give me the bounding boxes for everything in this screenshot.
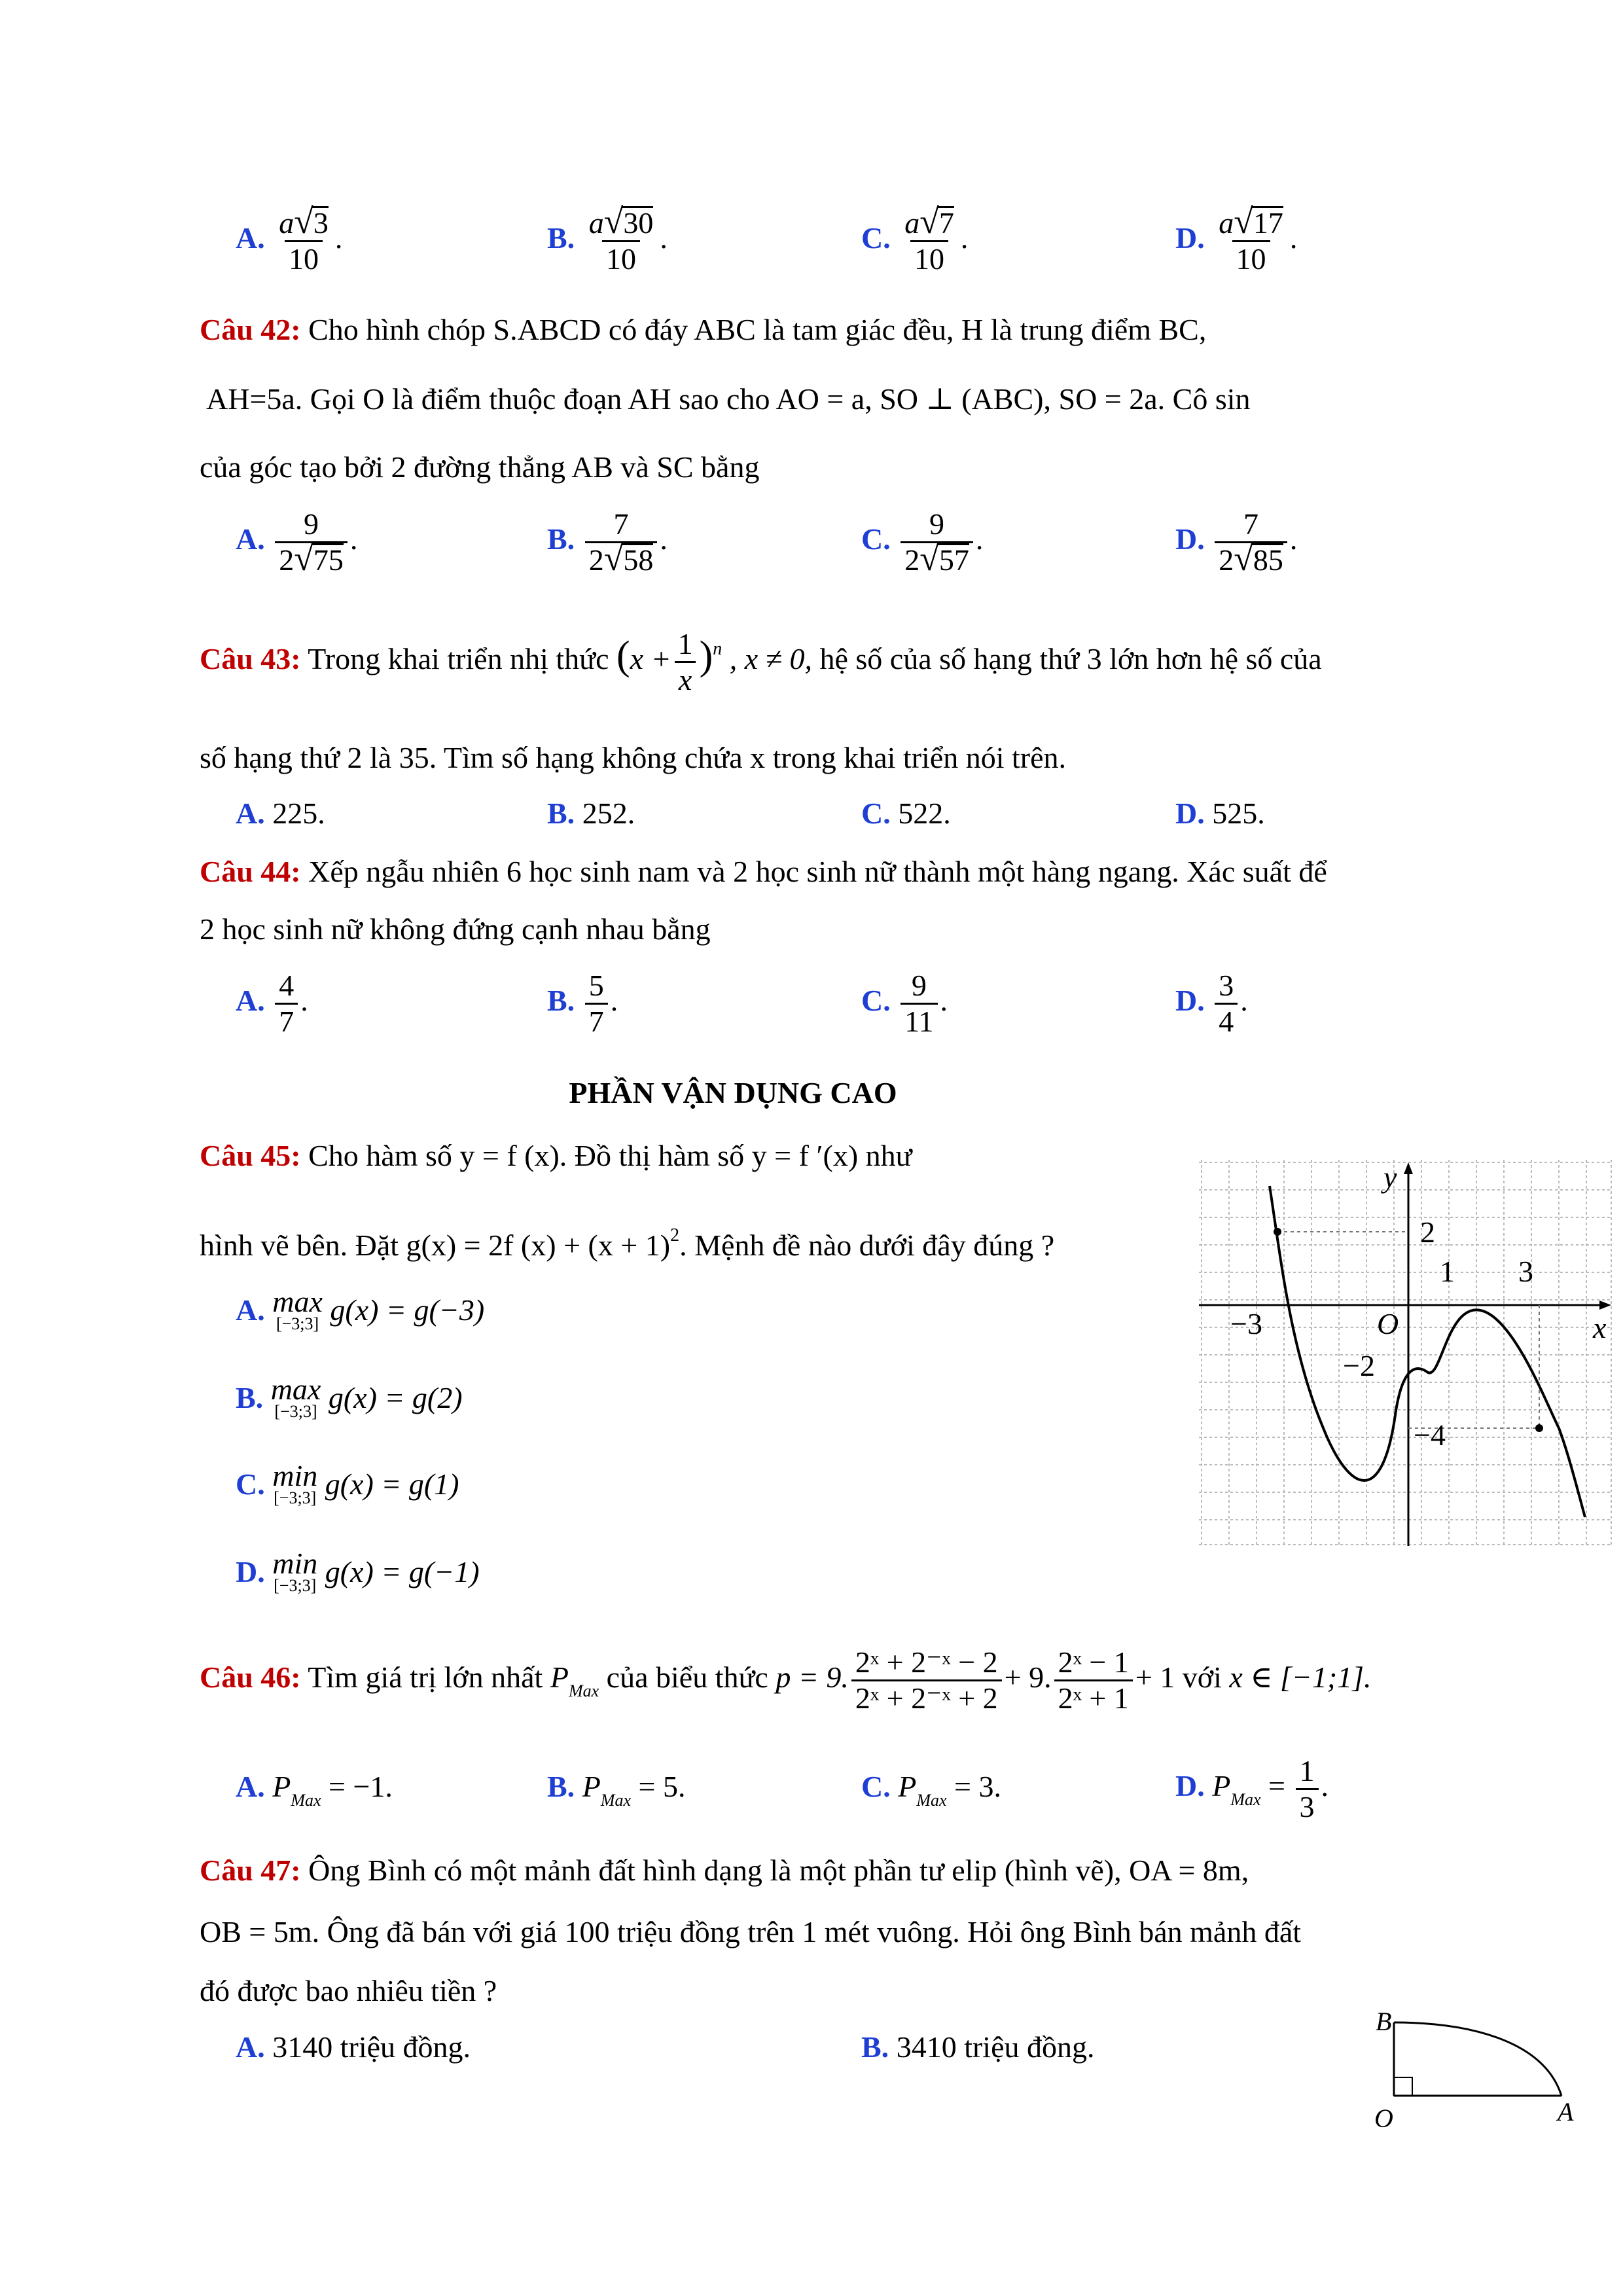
q44-option-a[interactable]: A. $\frac{4}{7}$ . bbox=[236, 969, 308, 1038]
q44-option-c[interactable]: C. $\frac{9}{11}$ . bbox=[861, 969, 948, 1038]
q42-line2: AH=5a. Gọi O là điểm thuộc đoạn AH sao cho AO = a, SO ⊥ (ABC), SO = 2a. Cô sin bbox=[206, 382, 1251, 416]
q45-derivative-graph bbox=[1192, 1153, 1616, 1550]
q46-option-b[interactable]: B. $P_{Max} = 5$. bbox=[547, 1770, 686, 1810]
x-axis-arrow bbox=[1599, 1300, 1611, 1310]
q42-option-c[interactable]: C. $\frac{9}{2√57}$ . bbox=[861, 507, 984, 578]
q43-line2: số hạng thứ 2 là 35. Tìm số hạng không chứa x trong khai triển nói trên. bbox=[200, 741, 1067, 774]
tick-m3: −3 bbox=[1230, 1307, 1262, 1340]
q45-option-c[interactable]: C. min [−3;3] g(x) = g(1) bbox=[236, 1459, 459, 1508]
y-axis-label: y bbox=[1383, 1160, 1397, 1194]
q41-option-a[interactable]: A. $\frac{a√3}{10}$ . bbox=[236, 202, 343, 276]
x-axis-label: x bbox=[1593, 1311, 1607, 1344]
point-m3-2 bbox=[1274, 1228, 1281, 1236]
q46-line1: Câu 46: Tìm giá trị lớn nhất $P_{Max}$ của biểu thức p = 9. $\frac{\text{2ˣ + 2⁻ˣ − 2}}{\text{2ˣ + 2⁻ˣ + 2}}$ + 9. $\frac{\text{2ˣ − 1}}{\text{2ˣ + 1}}$ + 1 với x ∈ [−1;1]. bbox=[200, 1645, 1372, 1715]
q43-option-b[interactable]: B. 252. bbox=[547, 797, 635, 830]
q46-option-a[interactable]: A. $P_{Max} = -1$. bbox=[236, 1770, 393, 1810]
y-axis-arrow bbox=[1404, 1162, 1413, 1174]
point-3-m4 bbox=[1535, 1424, 1543, 1432]
right-angle-mark bbox=[1394, 2077, 1412, 2096]
q44-line2: 2 học sinh nữ không đứng cạnh nhau bằng bbox=[200, 912, 711, 946]
q41-option-b[interactable]: B. $\frac{a√30}{10}$ . bbox=[547, 202, 668, 276]
q47-option-a[interactable]: A. 3140 triệu đồng. bbox=[236, 2030, 471, 2064]
q42-option-b[interactable]: B. $\frac{7}{2√58}$ . bbox=[547, 507, 668, 578]
q45-option-d[interactable]: D. min [−3;3] g(x) = g(−1) bbox=[236, 1547, 480, 1596]
tick-2: 2 bbox=[1420, 1215, 1435, 1249]
q41-option-c[interactable]: C. $\frac{a√7}{10}$ . bbox=[861, 202, 969, 276]
tick-3: 3 bbox=[1518, 1255, 1533, 1288]
graph-grid bbox=[1199, 1160, 1611, 1546]
q46-option-d[interactable]: D. $P_{Max}$ = $\frac{1}{3}$ . bbox=[1175, 1754, 1329, 1823]
q43-line1: Câu 43: Trong khai triển nhị thức (x + $\frac{1}{x}$ )$^n$ , x ≠ 0, hệ số của số hạng thứ 3 lớn hơn hệ số của bbox=[200, 627, 1322, 696]
label-a: A bbox=[1558, 2097, 1574, 2126]
q42-option-d[interactable]: D. $\frac{7}{2√85}$ . bbox=[1175, 507, 1298, 578]
q47-option-b[interactable]: B. 3410 triệu đồng. bbox=[861, 2030, 1095, 2064]
section-heading: PHẦN VẬN DỤNG CAO bbox=[569, 1076, 897, 1109]
q47-line1: Câu 47: Ông Bình có một mảnh đất hình dạng là một phần tư elip (hình vẽ), OA = 8m, bbox=[200, 1854, 1249, 1887]
label-o: O bbox=[1374, 2104, 1393, 2133]
q42-line1: Câu 42: Cho hình chóp S.ABCD có đáy ABC là tam giác đều, H là trung điểm BC, bbox=[200, 313, 1207, 346]
q41-option-d[interactable]: D. $\frac{a√17}{10}$ . bbox=[1175, 202, 1298, 276]
q43-option-c[interactable]: C. 522. bbox=[861, 797, 951, 830]
label-b: B bbox=[1376, 2007, 1392, 2036]
q47-line2: OB = 5m. Ông đã bán với giá 100 triệu đồng trên 1 mét vuông. Hỏi ông Bình bán mảnh đất bbox=[200, 1915, 1302, 1948]
q43-option-d[interactable]: D. 525. bbox=[1175, 797, 1265, 830]
ellipse-arc bbox=[1394, 2022, 1561, 2096]
q47-ellipse-figure bbox=[1368, 2003, 1584, 2134]
origin-label: O bbox=[1377, 1307, 1399, 1340]
tick-m4: −4 bbox=[1414, 1418, 1446, 1452]
q44-option-b[interactable]: B. $\frac{5}{7}$ . bbox=[547, 969, 618, 1038]
q44-line1: Câu 44: Xếp ngẫu nhiên 6 học sinh nam và 2 học sinh nữ thành một hàng ngang. Xác suất để bbox=[200, 855, 1327, 888]
tick-m2: −2 bbox=[1343, 1349, 1375, 1382]
q47-line3: đó được bao nhiêu tiền ? bbox=[200, 1974, 497, 2007]
q42-option-a[interactable]: A. $\frac{9}{2√75}$ . bbox=[236, 507, 358, 578]
q46-option-c[interactable]: C. $P_{Max} = 3$. bbox=[861, 1770, 1001, 1810]
q45-option-a[interactable]: A. max [−3;3] g(x) = g(−3) bbox=[236, 1285, 485, 1334]
q44-option-d[interactable]: D. $\frac{3}{4}$ . bbox=[1175, 969, 1248, 1038]
tick-1: 1 bbox=[1440, 1255, 1455, 1288]
q45-line1: Câu 45: Cho hàm số y = f (x). Đồ thị hàm số y = f ′(x) như bbox=[200, 1139, 912, 1172]
q45-line2: hình vẽ bên. Đặt g(x) = 2f $(x) + (x + 1)^2$. Mệnh đề nào dưới đây đúng ? bbox=[200, 1225, 1055, 1262]
q43-option-a[interactable]: A. 225. bbox=[236, 797, 325, 830]
q45-option-b[interactable]: B. max [−3;3] g(x) = g(2) bbox=[236, 1372, 463, 1422]
q42-line3: của góc tạo bởi 2 đường thẳng AB và SC bằng bbox=[200, 450, 760, 484]
